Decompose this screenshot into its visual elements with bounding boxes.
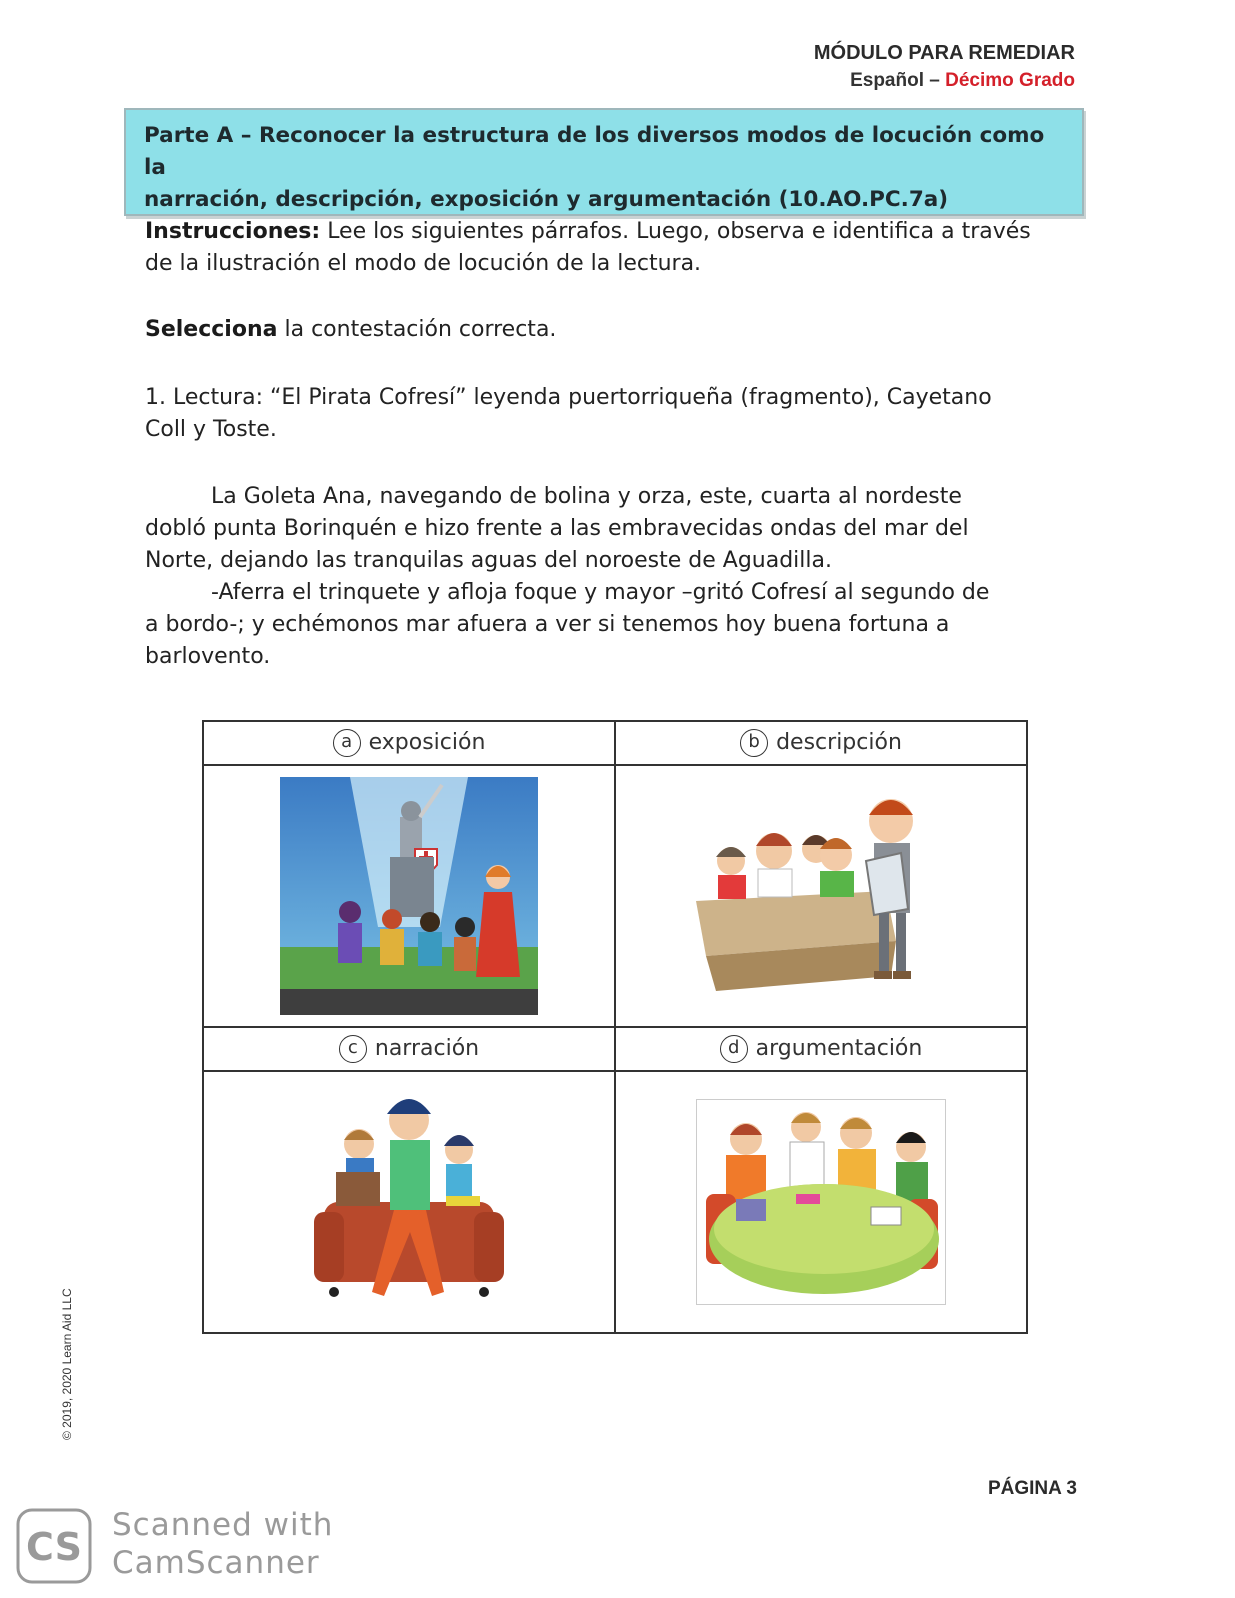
watermark-line-2: CamScanner — [112, 1545, 320, 1581]
select-paragraph — [145, 314, 1065, 346]
watermark-line-1: Scanned with — [112, 1507, 334, 1543]
option-b-label: descripción — [776, 730, 902, 755]
reading-passage — [145, 481, 1065, 673]
grade-label: Décimo Grado — [945, 70, 1075, 91]
banner-line-2: narración, descripción, exposición y argumentación (10.AO.PC.7a) — [144, 187, 949, 212]
camscanner-watermark — [112, 1506, 333, 1582]
family-reading-on-couch-illustration — [314, 1092, 504, 1312]
question-1 — [145, 382, 1065, 446]
museum-knight-statue-illustration — [280, 777, 538, 1015]
group-discussion-table-illustration — [696, 1099, 946, 1305]
option-b[interactable] — [615, 721, 1027, 765]
module-title: MÓDULO PARA REMEDIAR — [813, 42, 1075, 64]
passage-p2-line-2: a bordo-; y echémonos mar afuera a ver si tenemos hoy buena fortuna a — [145, 612, 950, 637]
instructions-line-1: Lee los siguientes párrafos. Luego, observa e identifica a través — [327, 219, 1031, 244]
select-rest: la contestación correcta. — [284, 317, 557, 342]
classroom-students-illustration — [686, 791, 956, 1001]
option-c[interactable] — [203, 1027, 615, 1071]
select-label: Selecciona — [145, 317, 278, 342]
passage-p1-line-1: La Goleta Ana, navegando de bolina y orza, este, cuarta al nordeste — [211, 484, 962, 509]
option-b-letter: b — [740, 729, 768, 757]
question-line-2: Coll y Toste. — [145, 417, 277, 442]
option-a-image-cell — [203, 765, 615, 1027]
option-c-image-cell — [203, 1071, 615, 1333]
option-d-letter: d — [720, 1035, 748, 1063]
option-d-label: argumentación — [755, 1036, 923, 1061]
passage-p2-line-1: -Aferra el trinquete y afloja foque y mayor –gritó Cofresí al segundo de — [211, 580, 990, 605]
section-banner — [124, 108, 1084, 216]
copyright-notice: © 2019, 2020 Learn Aid LLC — [60, 1288, 74, 1440]
banner-line-1: Parte A – Reconocer la estructura de los diversos modos de locución como la — [144, 123, 1045, 180]
instructions-line-2: de la ilustración el modo de locución de la lectura. — [145, 251, 702, 276]
question-line-1: 1. Lectura: “El Pirata Cofresí” leyenda puertorriqueña (fragmento), Cayetano — [145, 385, 992, 410]
subject-dash: – — [929, 70, 940, 91]
option-c-label: narración — [374, 1036, 480, 1061]
option-a-label: exposición — [368, 730, 486, 755]
passage-p2-line-3: barlovento. — [145, 644, 271, 669]
passage-p1-line-3: Norte, dejando las tranquilas aguas del noroeste de Aguadilla. — [145, 548, 832, 573]
instructions-paragraph — [145, 216, 1065, 280]
option-c-letter: c — [339, 1035, 367, 1063]
answer-options-table — [202, 720, 1028, 1334]
page-number: PÁGINA 3 — [987, 1478, 1077, 1499]
camscanner-logo-text: CS — [26, 1525, 82, 1569]
passage-p1-line-2: dobló punta Borinquén e hizo frente a las embravecidas ondas del mar del — [145, 516, 969, 541]
option-d-image-cell — [615, 1071, 1027, 1333]
option-a-letter: a — [333, 729, 361, 757]
subject-grade-line — [850, 70, 1075, 92]
camscanner-logo-icon — [16, 1508, 92, 1584]
instructions-label: Instrucciones: — [145, 219, 321, 244]
option-d[interactable] — [615, 1027, 1027, 1071]
option-a[interactable] — [203, 721, 615, 765]
subject-label: Español — [850, 70, 924, 91]
option-b-image-cell — [615, 765, 1027, 1027]
